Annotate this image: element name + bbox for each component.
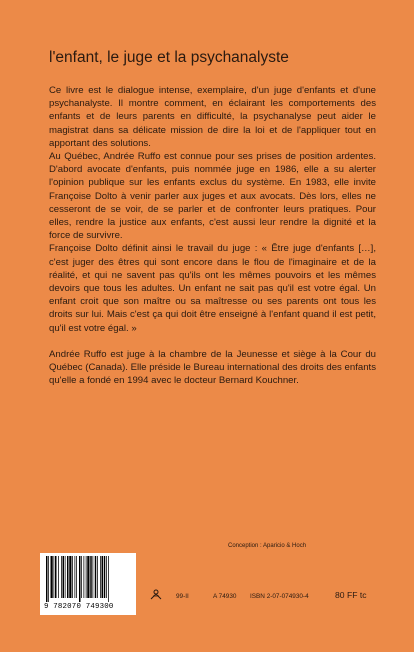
book-title: l'enfant, le juge et la psychanalyste [49,49,289,66]
author-bio: Andrée Ruffo est juge à la chambre de la Jeunesse et siège à la Cour du Québec (Canada). Elle préside le Bureau international des droits des enfants qu'elle a fondé en 1994 avec le docteur Bernard Kouchner. [49,348,376,387]
blurb [49,84,376,387]
imprint-code-2: A 74930 [213,593,237,600]
barcode-bars [45,556,131,602]
imprint-code-1: 99-II [176,593,189,600]
isbn: ISBN 2-07-074930-4 [250,593,309,600]
blurb-paragraph-3: Françoise Dolto définit ainsi le travail du juge : « Être juge d'enfants […], c'est juger des êtres qui sont encore dans le flou de l'imaginaire et de la réalité, et qui ne savent pas qu'ils ont les mêmes pouvoirs et les mêmes devoirs que tous les adultes. Un enfant ne sait pas qu'il est votre égal. Un enfant croit que son maître ou sa maîtresse ou ses parents ont tous les droits sur lui. Mais c'est ça qui doit être enseigné à l'enfant quand il est petit, qu'il est votre égal. » [49,243,376,334]
blurb-paragraph-2: Au Québec, Andrée Ruffo est connue pour ses prises de position ardentes. D'abord avocate d'enfants, puis nommée juge en 1986, elle a su alerter l'opinion publique sur les enfants exclus du système. En 1983, elle invite Françoise Dolto à venir parler aux juges et aux avocats. Dès lors, elles ne cesseront de se voir, de se parler et de confronter leurs pratiques. Pour elles, rendre la justice aux enfants, c'est aussi leur rendre la dignité et la force de survivre. [49,151,376,242]
design-credit: Conception : Aparicio & Hoch [228,543,307,549]
barcode [40,553,136,615]
barcode-number: 9 782070 749300 [44,603,114,611]
publisher-logo-icon [150,588,162,600]
blurb-paragraph-1: Ce livre est le dialogue intense, exemplaire, d'un juge d'enfants et d'une psychanalyste. Il montre comment, en éclairant les comportements des enfants et de leurs parents en difficulté, la psychanalyse peut aider le magistrat dans sa délicate mission de dire la loi et de l'appliquer tout en apportant des solutions. [49,85,376,149]
price: 80 FF tc [335,590,367,600]
